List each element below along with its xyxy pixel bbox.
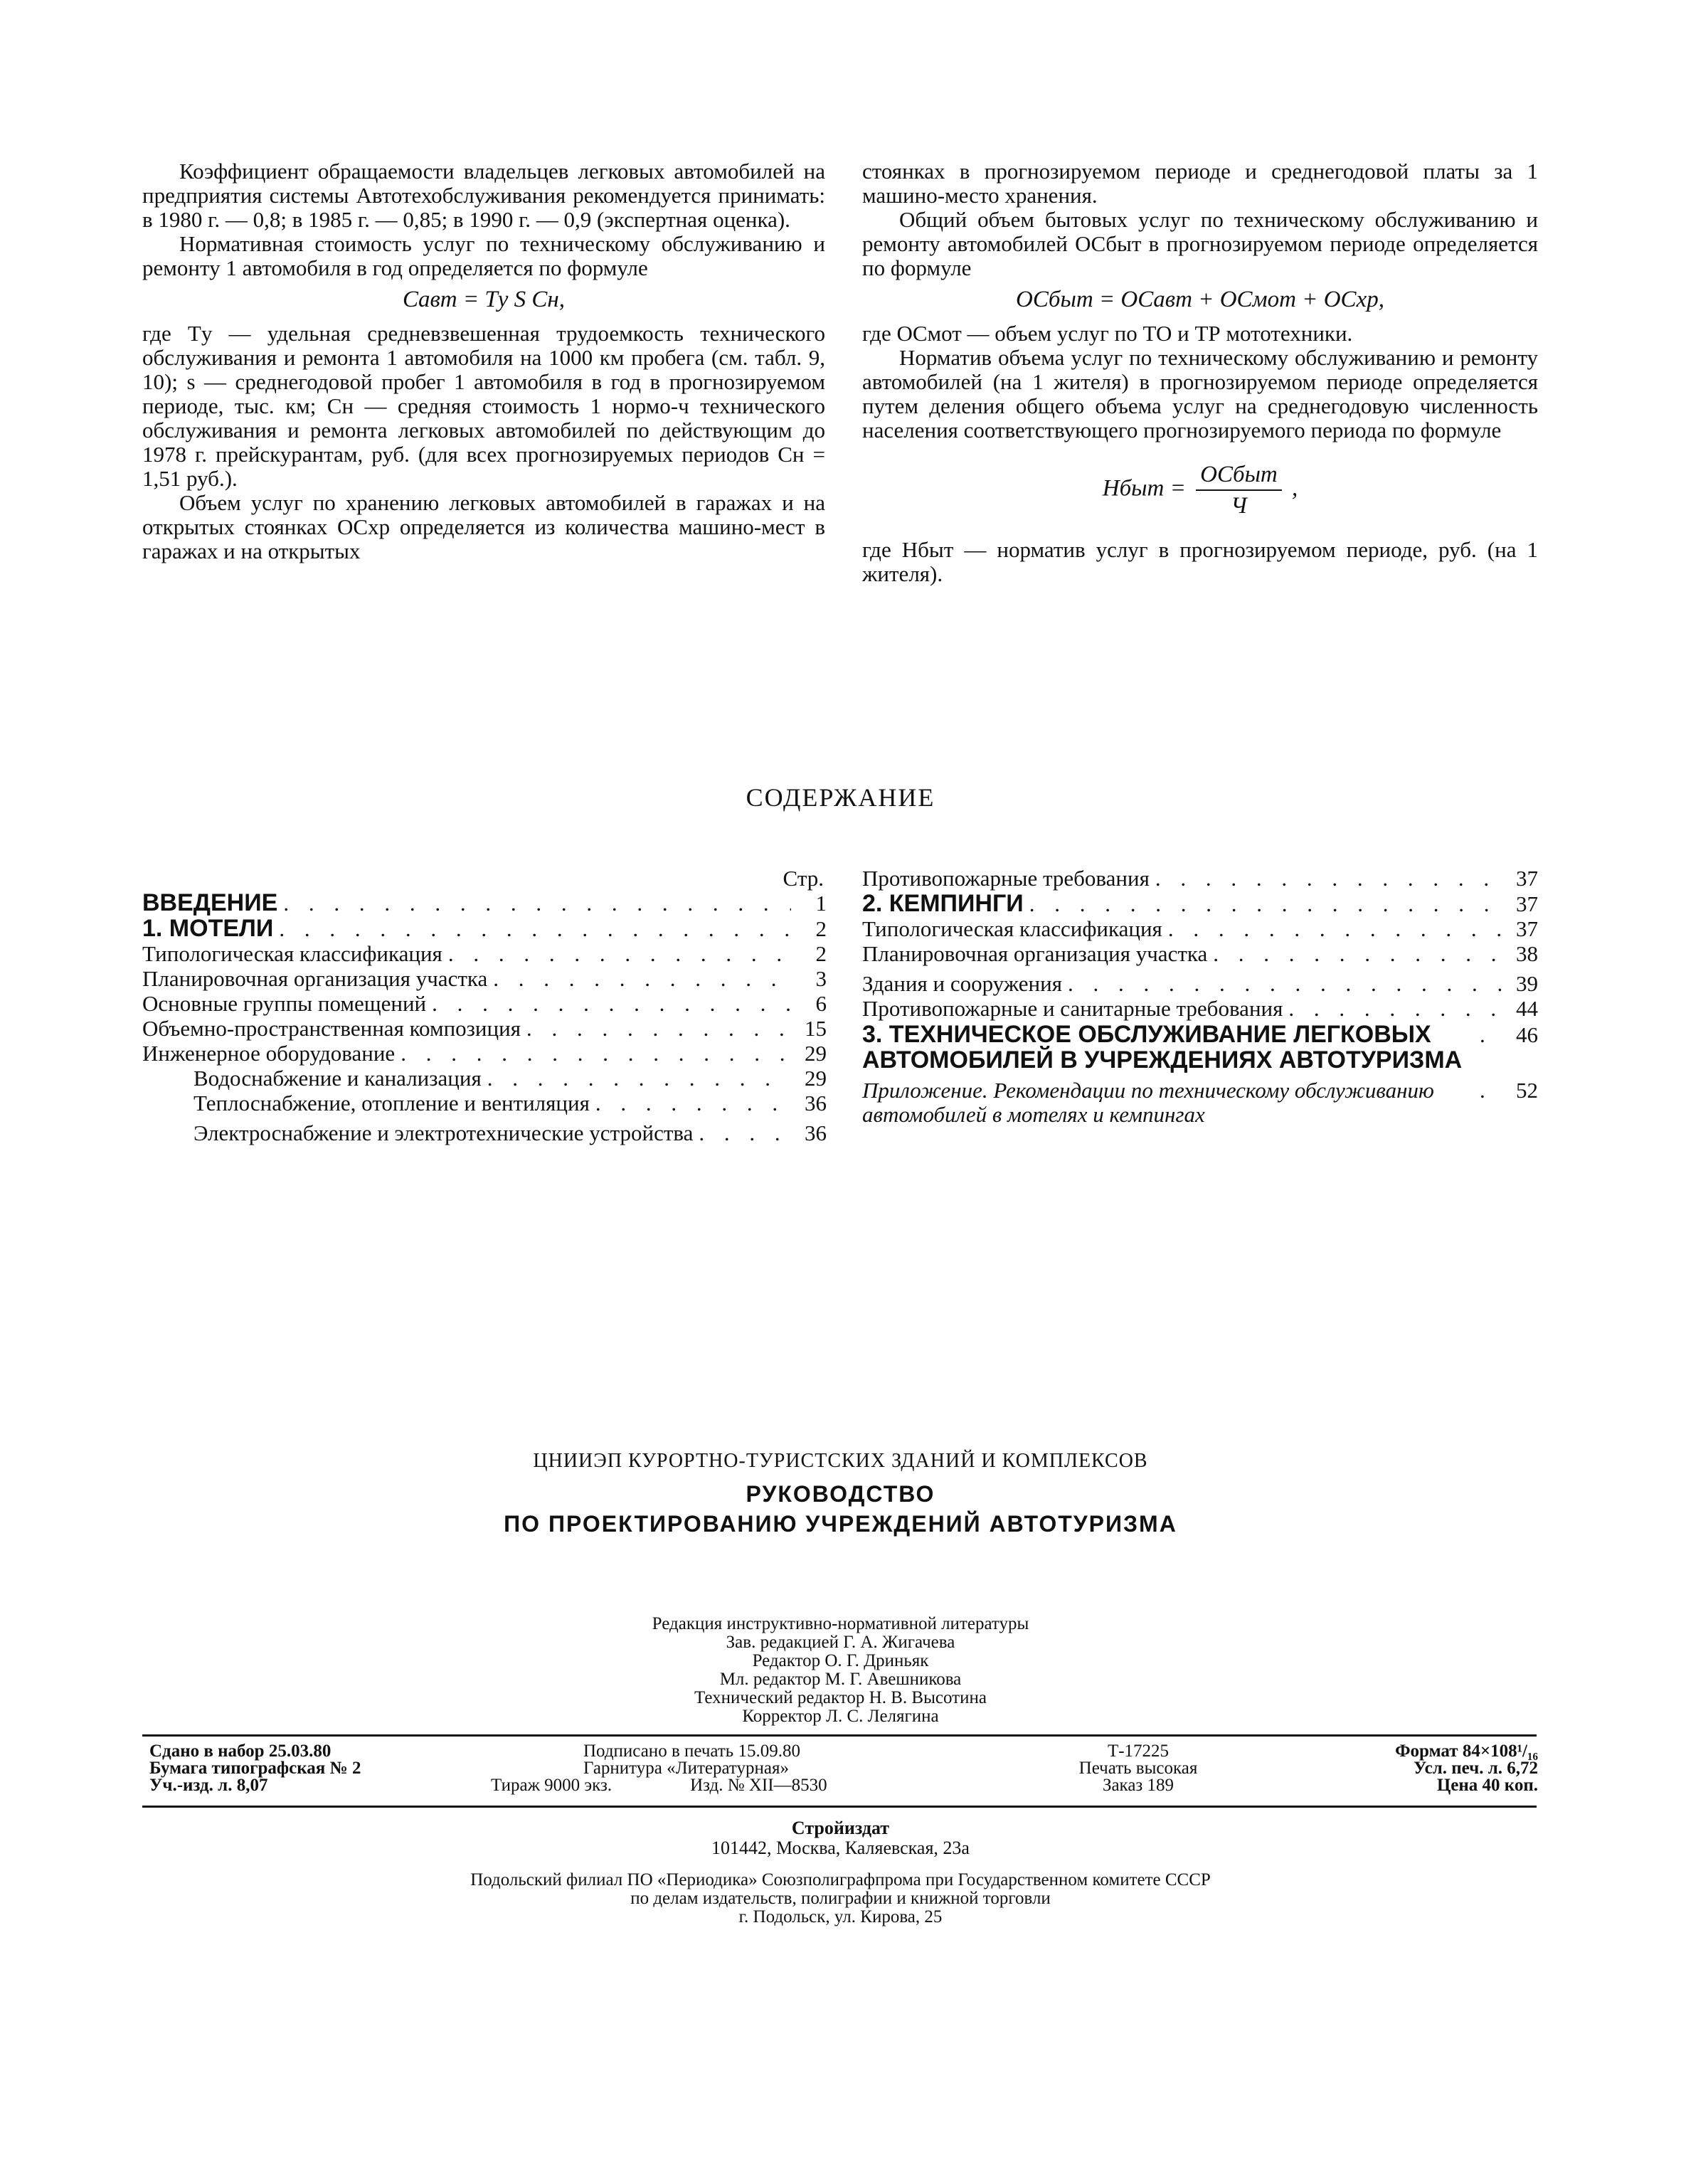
right-text-column — [862, 159, 1538, 586]
toc-entry: Противопожарные и санитарные требования . . . 44 — [862, 997, 1538, 1021]
toc-entry: Объемно-пространственная композиция . . . 15 — [142, 1017, 827, 1041]
fraction-numerator: OCбыт — [1196, 462, 1282, 491]
fraction — [1196, 462, 1282, 518]
paragraph: Нормативная стоимость услуг по техническому обслуживанию и ремонту 1 автомобиля в год определяется по формуле — [142, 231, 825, 280]
paragraph: Объем услуг по хранению легковых автомобилей в гаражах и на открытых стоянках OCхр определяется из количества машино-мест в гаражах и на открытых — [142, 490, 825, 563]
printer-line: г. Подольск, ул. Кирова, 25 — [738, 1907, 943, 1926]
divider-line — [142, 1806, 1537, 1808]
toc-entry: ВВЕДЕНИЕ . . . 1 — [142, 891, 827, 916]
fraction-denominator: Ч — [1231, 493, 1247, 519]
fraction-formula — [862, 462, 1538, 518]
toc-entry: 1. МОТЕЛИ . . . 2 — [142, 916, 827, 941]
paragraph: Норматив объема услуг по техническому обслуживанию и ремонту автомобилей (на 1 жителя) в прогнозируемом периоде определяется путем деления общего объема услуг на среднегодовую численность населения соответствующего прогнозируемого периода по формуле — [862, 345, 1538, 442]
formula: OCбыт = OCавт + OCмот + OCхр, — [1016, 287, 1384, 312]
formula-tail: , — [1292, 475, 1298, 502]
printer-block — [0, 1871, 1681, 1926]
formula-lhs: Hбыт = — [1102, 475, 1186, 502]
divider-line — [142, 1734, 1537, 1737]
toc-entry: Теплоснабжение, отопление и вентиляция . . . 36 — [142, 1091, 827, 1115]
staff-line: Зав. редакцией Г. А. Жигачева — [726, 1633, 955, 1652]
toc-entry: Приложение. Рекомендации по техническому обслуживанию автомобилей в мотелях и кемпингах . . . 52 — [862, 1078, 1538, 1127]
book-title-line-1: РУКОВОДСТВО — [746, 1481, 935, 1507]
editorial-staff — [0, 1615, 1681, 1726]
book-title-line-2: ПО ПРОЕКТИРОВАНИЮ УЧРЕЖДЕНИЙ АВТОТУРИЗМА — [504, 1511, 1177, 1537]
toc-entry: Планировочная организация участка . . . 3 — [142, 967, 827, 991]
paragraph: где Hбыт — норматив услуг в прогнозируемом периоде, руб. (на 1 жителя). — [862, 537, 1538, 586]
toc-title: СОДЕРЖАНИЕ — [746, 783, 935, 812]
paragraph: где Tу — удельная средневзвешенная трудоемкость технического обслуживания и ремонта 1 автомобиля на 1000 км пробега (см. табл. 9, 10); s — среднегодовой пробег 1 автомобиля в год в прогнозируемом периоде, тыс. км; Cн — средняя стоимость 1 нормо-ч технического обслуживания и ремонта легковых автомобилей по действующим до 1978 г. прейскурантам, руб. (для всех прогнозируемых периодов Cн = 1,51 руб.). — [142, 321, 825, 491]
paragraph: Общий объем бытовых услуг по техническому обслуживанию и ремонту автомобилей OCбыт в прогнозируемом периоде определяется по формуле — [862, 207, 1538, 280]
toc-page-header: Стр. — [783, 866, 824, 891]
toc-entry: Типологическая классификация . . . 37 — [862, 917, 1538, 941]
publisher-name: Стройиздат — [791, 1818, 890, 1838]
paragraph: где OCмот — объем услуг по ТО и ТР мототехники. — [862, 321, 1353, 346]
toc-entry: Противопожарные требования . . . 37 — [862, 866, 1538, 891]
toc-entry: Типологическая классификация . . . 2 — [142, 942, 827, 966]
toc-entry: Инженерное оборудование . . . 29 — [142, 1041, 827, 1066]
staff-line: Корректор Л. С. Лелягина — [742, 1707, 939, 1726]
toc-right — [862, 866, 1538, 1128]
printer-line: Подольский филиал ПО «Периодика» Союзполиграфпрома при Государственном комитете СССР — [470, 1870, 1211, 1889]
toc-entry: Водоснабжение и канализация . . . 29 — [142, 1066, 827, 1091]
organization-name: ЦНИИЭП КУРОРТНО-ТУРИСТСКИХ ЗДАНИЙ И КОМПЛЕКСОВ — [533, 1450, 1148, 1472]
staff-line: Редакция инструктивно-нормативной литературы — [652, 1614, 1029, 1633]
printer-line: по делам издательств, полиграфии и книжной торговли — [630, 1889, 1051, 1908]
paragraph: стоянках в прогнозируемом периоде и среднегодовой платы за 1 машино-место хранения. — [862, 159, 1538, 208]
left-text-column — [142, 159, 825, 563]
toc-entry: Здания и сооружения . . . 39 — [862, 972, 1538, 996]
toc-entry: 2. КЕМПИНГИ . . . 37 — [862, 891, 1538, 916]
toc-entry: Электроснабжение и электротехнические устройства . . . 36 — [142, 1121, 827, 1145]
paragraph: Коэффициент обращаемости владельцев легковых автомобилей на предприятия системы Автотехобслуживания рекомендуется принимать: в 1980 г. — 0,8; в 1985 г. — 0,85; в 1990 г. — 0,9 (экспертная оценка). — [142, 159, 825, 232]
formula: Cавт = Tу S Cн, — [402, 287, 566, 312]
toc-entry: Планировочная организация участка . . . 38 — [862, 942, 1538, 966]
print-data-col-3: Т-17225 Печать высокая Заказ 189 — [1078, 1742, 1198, 1795]
print-data-col-4: Формат 84×108¹/₁₆ Усл. печ. л. 6,72 Цена 40 коп. — [1395, 1742, 1538, 1795]
publisher-block — [0, 1818, 1681, 1858]
print-data-col-2: Подписано в печать 15.09.80 Гарнитура «Литературная» Тираж 9000 экз. Изд. № XII—8530 — [491, 1742, 827, 1795]
staff-line: Технический редактор Н. В. Высотина — [694, 1688, 987, 1707]
print-data-col-1: Сдано в набор 25.03.80 Бумага типографская № 2 Уч.-изд. л. 8,07 — [149, 1742, 361, 1795]
publisher-address: 101442, Москва, Каляевская, 23а — [711, 1838, 970, 1858]
toc-left — [142, 866, 827, 1146]
toc-entry: 3. ТЕХНИЧЕСКОЕ ОБСЛУЖИВАНИЕ ЛЕГКОВЫХ АВТОМОБИЛЕЙ В УЧРЕЖДЕНИЯХ АВТОТУРИЗМА . . . 46 — [862, 1022, 1538, 1073]
toc-entry: Основные группы помещений . . . 6 — [142, 992, 827, 1016]
staff-line: Редактор О. Г. Дриньяк — [752, 1651, 929, 1670]
staff-line: Мл. редактор М. Г. Авешникова — [719, 1670, 962, 1689]
